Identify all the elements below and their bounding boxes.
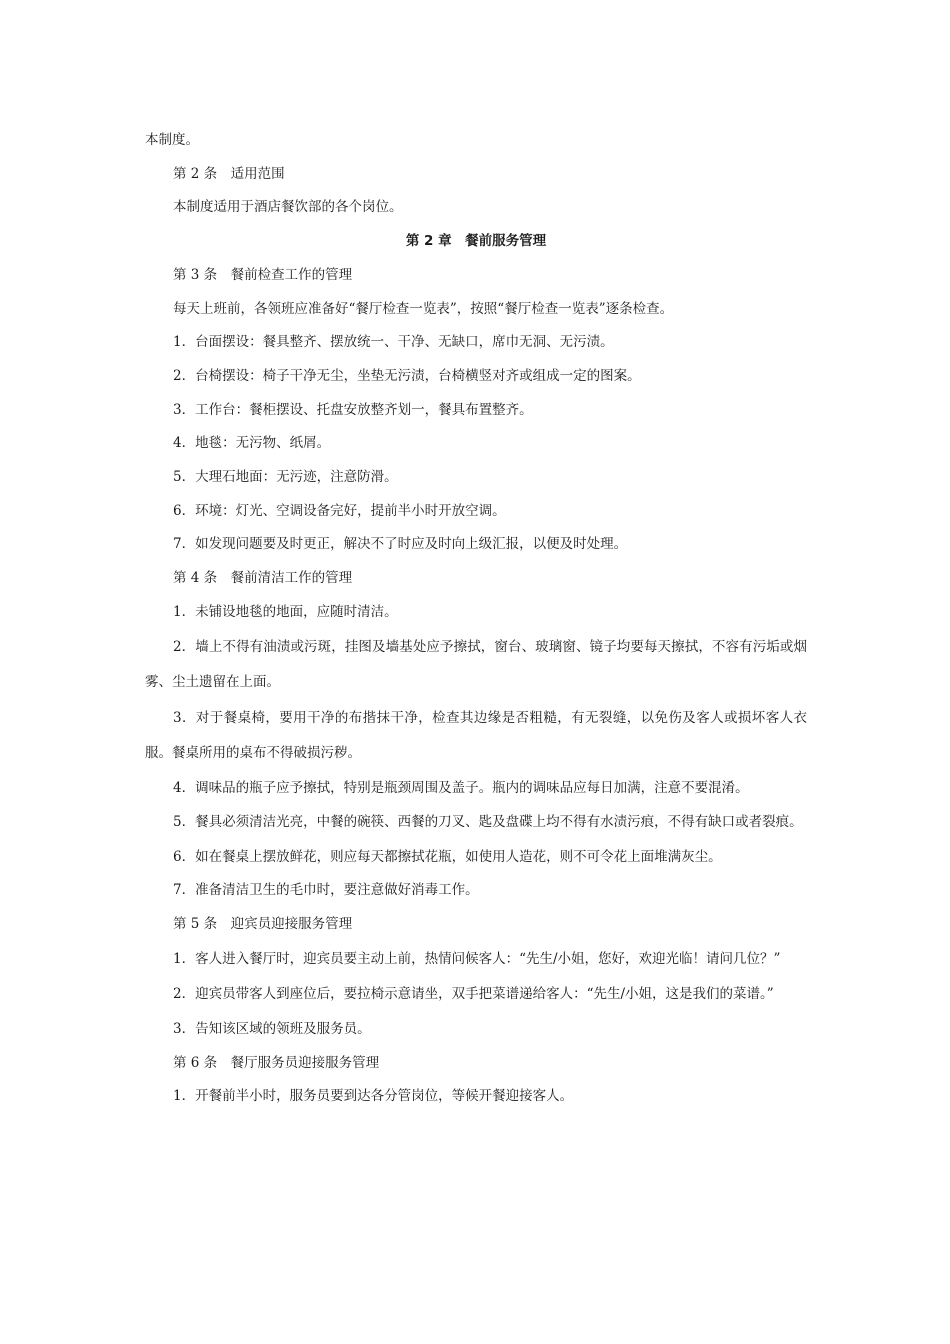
list-item: 1．开餐前半小时，服务员要到达各分管岗位，等候开餐迎接客人。 — [173, 1088, 574, 1105]
article-heading: 第 2 条 适用范围 — [173, 165, 285, 182]
list-item: 4．调味品的瓶子应予擦拭，特别是瓶颈周围及盖子。瓶内的调味品应每日加满，注意不要混淆。 — [173, 779, 749, 796]
list-item: 7．如发现问题要及时更正，解决不了时应及时向上级汇报，以便及时处理。 — [173, 536, 628, 553]
list-item: 1．未铺设地毯的地面，应随时清洁。 — [173, 603, 398, 620]
paragraph: 本制度适用于酒店餐饮部的各个岗位。 — [173, 199, 403, 216]
list-item: 3．工作台：餐柜摆设、托盘安放整齐划一，餐具布置整齐。 — [173, 401, 533, 418]
paragraph: 本制度。 — [145, 132, 199, 148]
list-item: 7．准备清洁卫生的毛巾时，要注意做好消毒工作。 — [173, 882, 479, 899]
list-item: 6．环境：灯光、空调设备完好，提前半小时开放空调。 — [173, 502, 506, 519]
list-item: 3．告知该区域的领班及服务员。 — [173, 1020, 371, 1037]
document-body — [145, 124, 807, 1114]
list-item: 6．如在餐桌上摆放鲜花，则应每天都擦拭花瓶，如使用人造花，则不可令花上面堆满灰尘。 — [173, 848, 722, 865]
paragraph: 每天上班前，各领班应准备好“餐厅检查一览表”，按照“餐厅检查一览表”逐条检查。 — [173, 300, 674, 317]
article-heading: 第 3 条 餐前检查工作的管理 — [173, 266, 353, 283]
list-item: 5．餐具必须清洁光亮，中餐的碗筷、西餐的刀叉、匙及盘碟上均不得有水渍污痕，不得有缺口或者裂痕。 — [173, 814, 803, 831]
article-heading: 第 5 条 迎宾员迎接服务管理 — [173, 916, 353, 933]
article-heading: 第 6 条 餐厅服务员迎接服务管理 — [173, 1054, 380, 1071]
list-item: 3．对于餐桌椅，要用干净的布揩抹干净，检查其边缘是否粗糙，有无裂缝，以免伤及客人或损坏客人衣服。餐桌所用的桌布不得破损污秽。 — [145, 709, 807, 762]
list-item: 5．大理石地面：无污迹，注意防滑。 — [173, 469, 398, 486]
chapter-heading: 第 2 章 餐前服务管理 — [405, 233, 547, 250]
list-item: 2．迎宾员带客人到座位后，要拉椅示意请坐，双手把菜谱递给客人：“先生/小姐，这是我们的菜谱。” — [173, 986, 774, 1003]
list-item: 1．客人进入餐厅时，迎宾员要主动上前，热情问候客人：“先生/小姐，您好，欢迎光临！请问几位？” — [173, 950, 781, 967]
list-item: 2．台椅摆设：椅子干净无尘，坐垫无污渍，台椅横竖对齐或组成一定的图案。 — [173, 367, 641, 384]
article-heading: 第 4 条 餐前清洁工作的管理 — [173, 570, 353, 587]
list-item: 2．墙上不得有油渍或污斑，挂图及墙基处应予擦拭，窗台、玻璃窗、镜子均要每天擦拭，不容有污垢或烟雾、尘土遗留在上面。 — [145, 638, 807, 691]
list-item: 1．台面摆设：餐具整齐、摆放统一、干净、无缺口，席巾无洞、无污渍。 — [173, 334, 614, 351]
list-item: 4．地毯：无污物、纸屑。 — [173, 435, 331, 452]
